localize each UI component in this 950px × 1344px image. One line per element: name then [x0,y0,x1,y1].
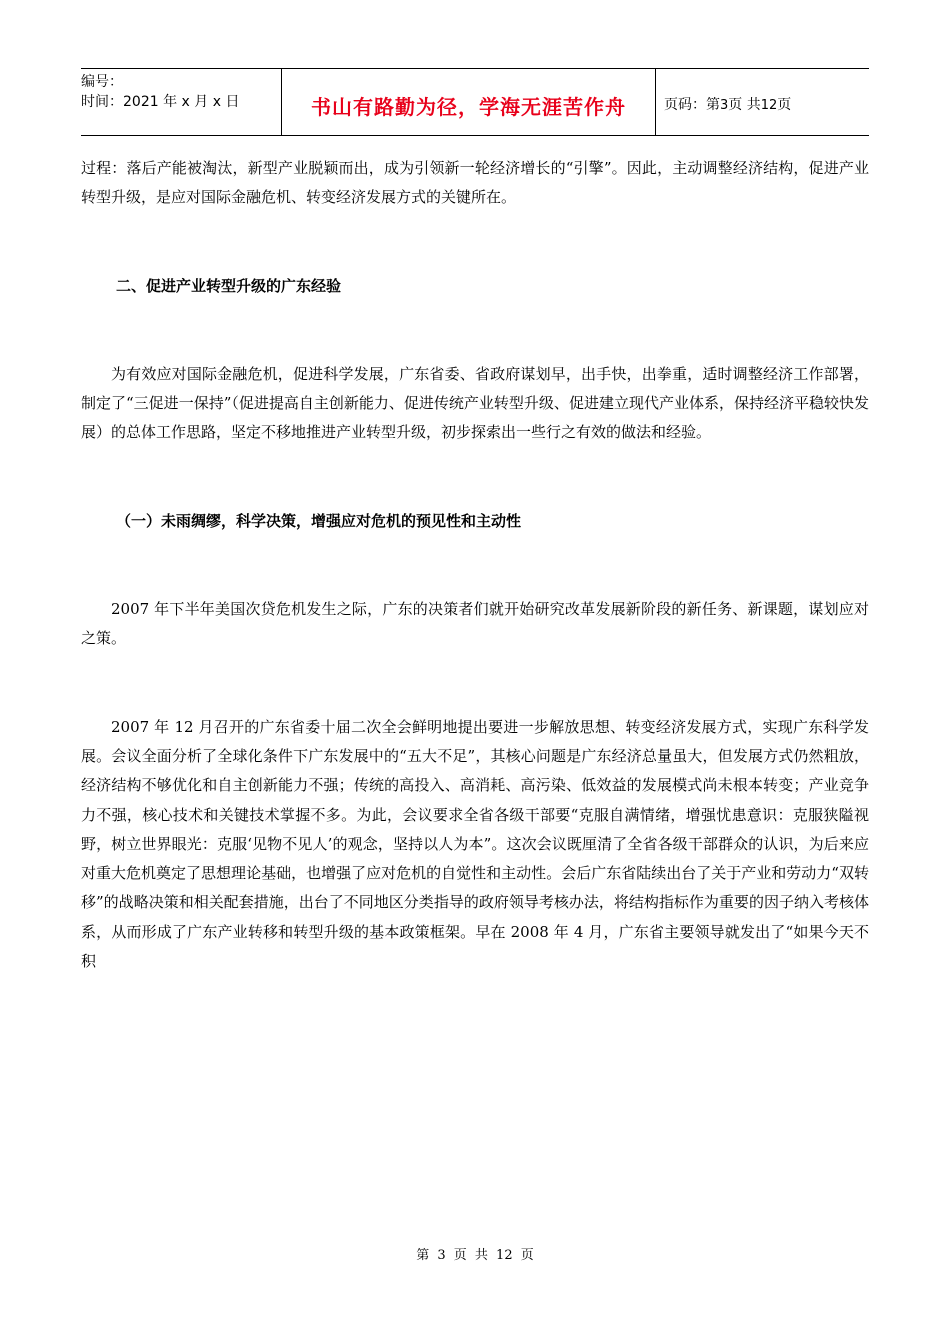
header-motto: 书山有路勤为径，学海无涯苦作舟 [311,95,626,119]
page-suffix: 页 [777,97,792,113]
section-heading-2: 二、促进产业转型升级的广东经验 [116,276,342,295]
header-motto-cell [282,69,656,135]
page-header [81,68,869,136]
paragraph-section-intro: 为有效应对国际金融危机，促进科学发展，广东省委、省政府谋划早，出手快，出拳重，适时调整经济工作部署，制定了“三促进一保持”（促进提高自主创新能力、促进传统产业转型升级、促进建立现代产业体系，保持经济平稳较快发展）的总体工作思路，坚定不移地推进产业转型升级，初步探索出一些行之有效的做法和经验。 [81,364,869,442]
paragraph-plenary-session: 2007 年 12 月召开的广东省委十届二次全会鲜明地提出要进一步解放思想、转变经济发展方式，实现广东科学发展。会议全面分析了全球化条件下广东发展中的“五大不足”，其核心问题是广东经济总量虽大，但发展方式仍然粗放，经济结构不够优化和自主创新能力不强；传统的高投入、高消耗、高污染、低效益的发展模式尚未根本转变；产业竞争力不强，核心技术和关键技术掌握不多。为此，会议要求全省各级干部要“克服自满情绪，增强忧患意识：克服狭隘视野，树立世界眼光：克服‘见物不见人’的观念，坚持以人为本”。这次会议既厘清了全省各级干部群众的认识，为后来应对重大危机奠定了思想理论基础，也增强了应对危机的自觉性和主动性。会后广东省陆续出台了关于产业和劳动力“双转移”的战略决策和相关配套措施，出台了不同地区分类指导的政府领导考核办法，将结构指标作为重要的因子纳入考核体系，从而形成了广东产业转移和转型升级的基本政策框架。早在 2008 年 4 月，广东省主要领导就发出了“如果今天不积 [81,717,869,971]
page-mid: 页 共 [728,97,761,113]
page-total: 12 [760,98,778,113]
page-prefix: 页码：第 [664,97,720,113]
document-number-label: 编号： [81,74,123,90]
document-body [81,154,869,976]
header-meta-cell [81,69,282,135]
subsection-heading-1: （一）未雨绸缪，科学决策，增强应对危机的预见性和主动性 [116,511,522,530]
header-page-cell [656,69,869,135]
page-current: 3 [720,98,729,113]
paragraph-continuation: 过程：落后产能被淘汰，新型产业脱颖而出，成为引领新一轮经济增长的“引擎”。因此，主动调整经济结构，促进产业转型升级，是应对国际金融危机、转变经济发展方式的关键所在。 [81,159,869,207]
document-time-label: 时间：2021 年 x 月 x 日 [81,94,240,110]
header-page-info [664,94,791,114]
page-footer: 第 3 页 共 12 页 [416,1248,534,1263]
paragraph-2007-crisis: 2007 年下半年美国次贷危机发生之际，广东的决策者们就开始研究改革发展新阶段的新任务、新课题，谋划应对之策。 [81,600,869,648]
